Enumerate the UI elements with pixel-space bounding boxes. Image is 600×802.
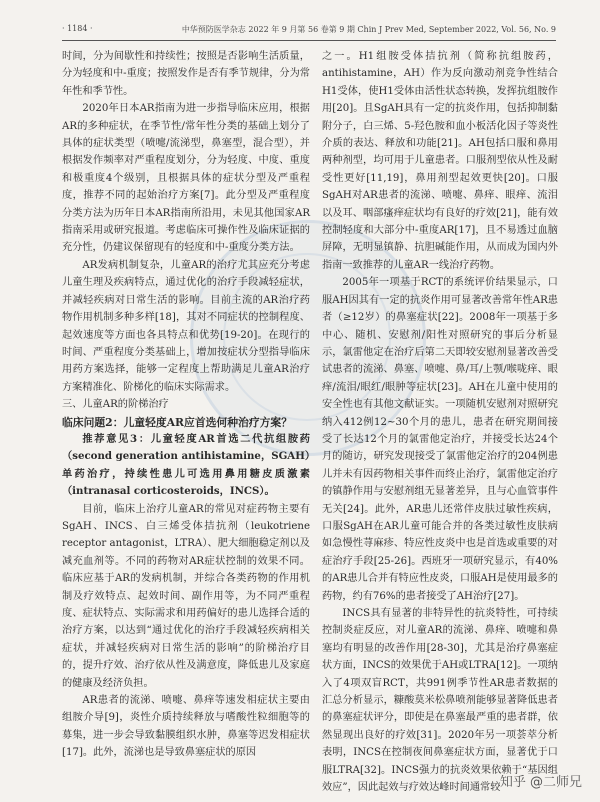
- paragraph: INCS具有显著的非特异性的抗炎特性，可持续控制炎症反应，对儿童AR的流涕、鼻痒、喷嚏和鼻塞均有明显的改善作用[28-30]，尤其是治疗鼻塞症状方面，INCS的效果优于AH或LTRA[12]。一项纳入了4项双盲RCT，共991例季节性AR患者数据的汇总分析显示，糠酸莫米松鼻喷剂能够显著降低患者的鼻塞症状评分，即使是在鼻塞最严重的患者群，依然显现出良好的疗效[31]。2020年另一项荟萃分析表明，INCS在控制夜间鼻塞症状方面，显著优于口服LTRA[32]。INCS强力的抗炎效果依赖于“基因组效应”，因此起效与疗效达峰时间通常较: [322, 608, 558, 794]
- recommendation-text: 推荐意见3：儿童轻度AR首选二代抗组胺药（second generation antihistamine，SGAH）单药治疗，持续性患儿可选用鼻用糖皮质激素（intranasal corticosteroids，INCS）。: [62, 432, 310, 498]
- journal-info: 中华预防医学杂志 2022 年 9 月第 56 卷第 9 期 Chin J Prev Med, September 2022, Vol. 56, No. 9: [181, 25, 556, 34]
- paragraph: 时间，分为间歇性和持续性；按照是否影响生活质量，分为轻度和中-重度；按照发作是否有季节规律，分为常年性和季节性。: [62, 51, 310, 97]
- right-column: [322, 48, 558, 796]
- clinical-question-heading: 临床问题2：儿童轻度AR应首选何种治疗方案？: [62, 415, 293, 429]
- paragraph: 目前，临床上治疗儿童AR的常见对症药物主要有SgAH、INCS、白三烯受体拮抗剂（leukotriene receptor antagonist，LTRA）、肥大细胞稳定剂以及减充血剂等。不同的药物对AR症状控制的效果不同。临床应基于AR的发病机制，并综合各类药物的作用机制及疗效特点、起效时间、副作用等，为不同严重程度、症状特点、实际需求和用药偏好的患儿选择合适的治疗方案，以达到“通过优化的治疗手段减轻疾病相关症状，并减轻疾病对日常生活的影响”的阶梯治疗目的，提升疗效、治疗依从性及满意度，降低患儿及家庭的健康及经济负担。: [62, 503, 310, 689]
- left-column: [62, 48, 310, 762]
- section-heading: 三、儿童AR的阶梯治疗: [62, 399, 169, 411]
- paragraph: AR发病机制复杂，儿童AR的治疗尤其应充分考虑儿童生理及疾病特点，通过优化的治疗手段减轻症状，并减轻疾病对日常生活的影响。目前主流的AR治疗药物作用机制多种多样[18]，其对不同症状的控制程度、起效速度等方面也各具特点和优势[19-20]。在现行的时间、严重程度分类基础上，增加按症状分型指导临床用药方案选择，能够一定程度上帮助满足儿童AR治疗方案精准化、阶梯化的临床实际需求。: [62, 259, 310, 393]
- header-rule: [62, 40, 556, 41]
- paragraph: 之一。H1组胺受体拮抗剂（简称抗组胺药，antihistamine，AH）作为反向激动剂竞争性结合H1受体，使H1受体由活性状态转换，发挥抗组胺作用[20]。且SgAH具有一定的抗炎作用，包括抑制黏附分子，白三烯、5-羟色胺和血小板活化因子等炎性介质的表达、释放和功能[21]。AH包括口服和鼻用两种剂型，均可用于儿童患者。口服剂型依从性及耐受性更好[11,19]，鼻用剂型起效更快[20]。口服SgAH对AR患者的流涕、喷嚏、鼻痒、眼痒、流泪以及耳、咽部瘙痒症状均有良好的疗效[21]，能有效控制轻度和大部分中-重度AR[17]，且不易透过血脑屏障，无明显镇静、抗胆碱能作用，从而成为国内外指南一致推荐的儿童AR一线治疗药物。: [322, 51, 558, 271]
- page-header: [62, 24, 556, 38]
- page-number: · 1184 ·: [62, 24, 93, 33]
- zhihu-watermark-text: 知乎 @二师兄: [499, 775, 582, 790]
- paragraph: AR患者的流涕、喷嚏、鼻痒等速发相症状主要由组胺介导[9]，炎性介质持续释放与嗜酸性粒细胞等的募集，进一步会导致黏膜组织水肿，鼻塞等迟发相症状[17]。此外，流涕也是导致鼻塞症状的原因: [62, 695, 310, 759]
- paragraph: 2005年一项基于RCT的系统评价结果显示，口服AH因其有一定的抗炎作用可显著改善常年性AR患者（≥12岁）的鼻塞症状[22]。2008年一项基于多中心、随机、安慰剂/阳性对照研究的事后分析显示，氯雷他定在治疗后第二天即较安慰剂显著改善受试患者的流涕、鼻塞、喷嚏、鼻/耳/上颚/喉咙痒、眼痒/流泪/眼红/眼肿等症状[23]。AH在儿童中使用的安全性也有其他文献证实。一项随机安慰剂对照研究纳入412例12~30个月的患儿，患者在研究期间接受了长达12个月的氯雷他定治疗，并接受长达24个月的随访，研究发现接受了氯雷他定治疗的204例患儿并未有因药物相关事件而终止治疗，氯雷他定治疗的镇静作用与安慰剂组无显著差异，且与心血管事件无关[24]。此外，AR患儿还常伴皮肤过敏性疾病，口服SgAH在AR儿童可能合并的各类过敏性皮肤病如急慢性荨麻疹、特应性皮炎中也是首选或重要的对症治疗手段[25-26]。西班牙一项研究显示，有40%的AR患儿合并有特应性皮炎，口服AH是使用最多的药物，约有76%的患者接受了AH治疗[27]。: [322, 277, 558, 602]
- zhihu-watermark: [500, 771, 582, 790]
- paragraph: 2020年日本AR指南为进一步指导临床应用，根据AR的多种症状，在季节性/常年性分类的基础上划分了具体的症状类型（喷嚏/流涕型，鼻塞型，混合型），并根据发作频率对严重程度划分，分为轻度、中度、重度和极重度4个级别，且根据具体的症状分型及严重程度，推荐不同的起始治疗方案[7]。此分型及严重程度分类方法为历年日本AR指南所沿用，未见其他国家AR指南采用或研究报道。考虑临床可操作性及临床证据的充分性，仍建议保留现有的轻度和中-重度分类方法。: [62, 103, 310, 254]
